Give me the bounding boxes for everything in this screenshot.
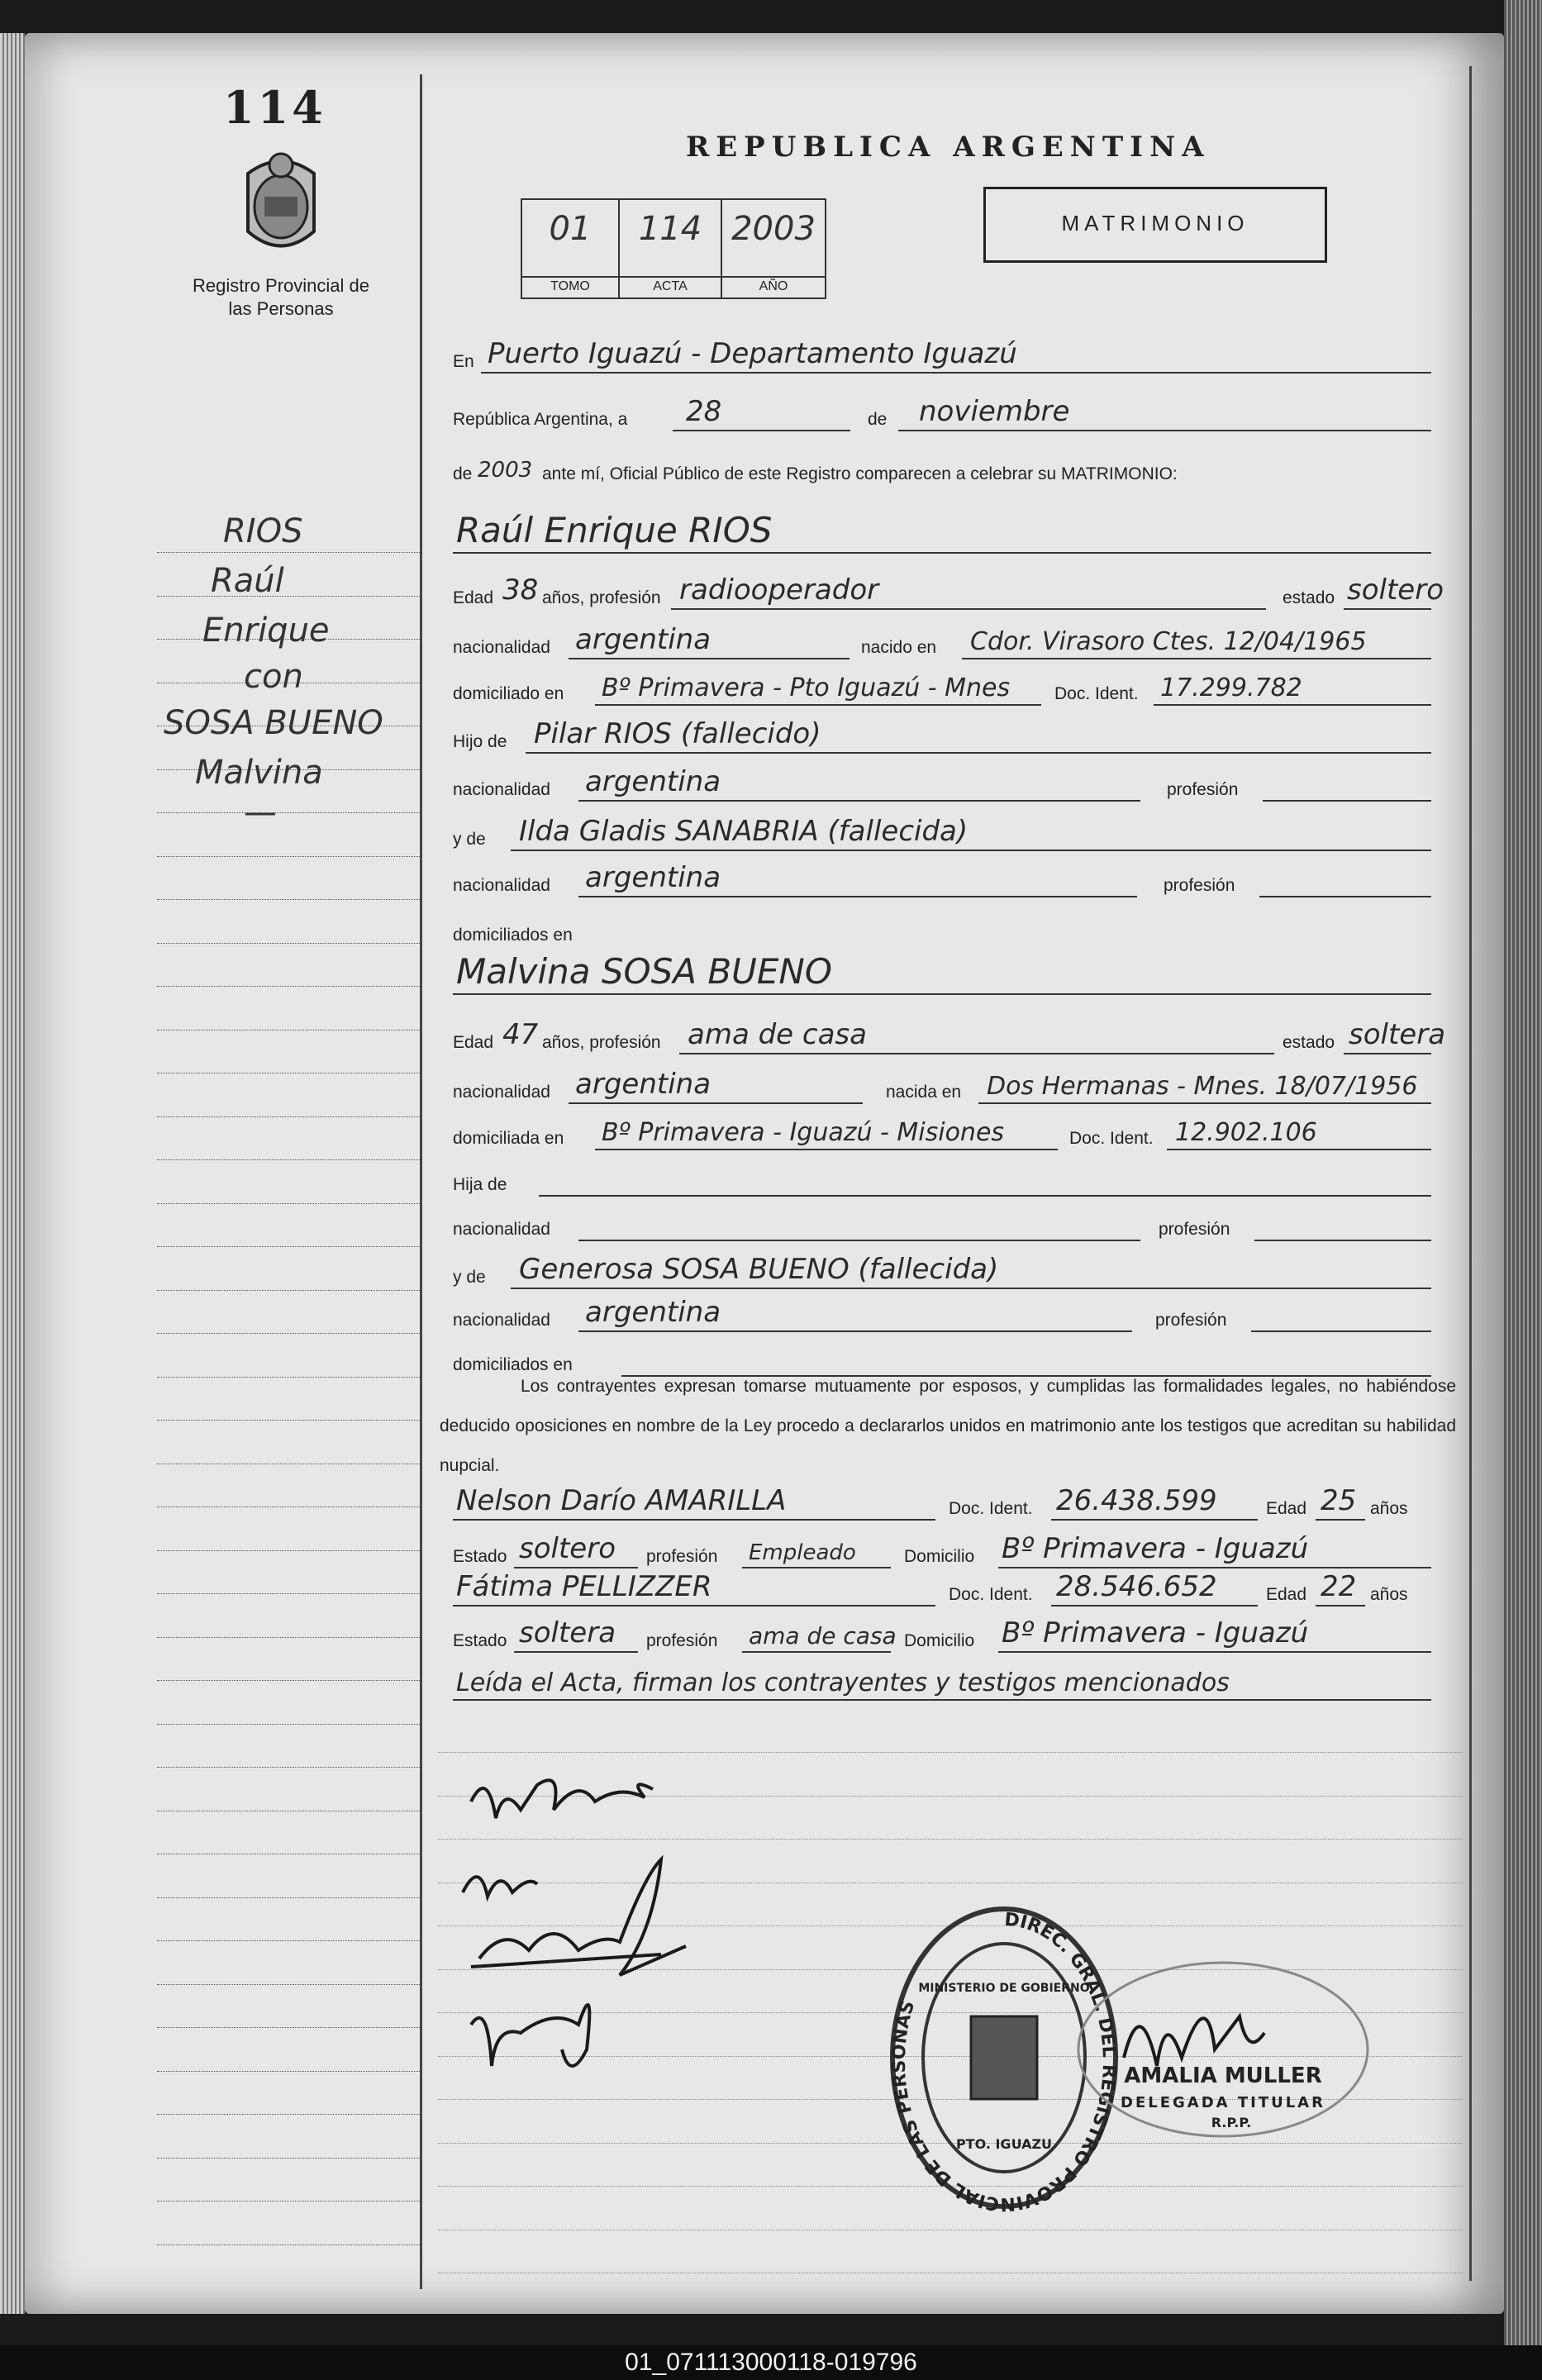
line xyxy=(453,1605,935,1606)
bride-nationality: argentina xyxy=(575,1068,712,1101)
margin-line xyxy=(157,1116,420,1117)
line xyxy=(679,1053,1274,1054)
line xyxy=(578,1330,1132,1332)
row-groom-nationality xyxy=(440,625,1456,661)
margin-dash: — xyxy=(244,793,277,831)
witness1-profession: Empleado xyxy=(749,1540,856,1565)
record-id-box xyxy=(521,198,826,299)
label-hija: Hija de xyxy=(453,1175,507,1194)
label-estado: Estado xyxy=(453,1547,507,1566)
label-republica: República Argentina, a xyxy=(453,410,628,429)
row-groom-father-nat xyxy=(440,767,1456,803)
ano-cell xyxy=(722,200,825,298)
label-y-de: y de xyxy=(453,1268,486,1287)
acta-value: 114 xyxy=(638,210,702,248)
line xyxy=(742,1651,891,1653)
bride-doc: 12.902.106 xyxy=(1175,1118,1317,1147)
line xyxy=(742,1567,891,1568)
tomo-label: TOMO xyxy=(522,276,618,294)
row-witness2 xyxy=(440,1572,1456,1608)
registry-label: Registro Provincial de las Personas xyxy=(193,275,369,319)
row-witness1-details xyxy=(440,1534,1456,1570)
official-abbr: R.P.P. xyxy=(1211,2115,1252,2130)
tomo-number: 114 xyxy=(223,81,326,134)
acta-cell xyxy=(620,200,722,298)
groom-father-nationality: argentina xyxy=(585,765,721,798)
groom-age: 38 xyxy=(502,574,539,607)
line xyxy=(1167,1149,1431,1150)
intro-statement: ante mí, Oficial Público de este Registro comparecen a celebrar su MATRIMONIO: xyxy=(542,464,1178,483)
tomo-value: 01 xyxy=(549,210,592,248)
line xyxy=(1254,1240,1431,1241)
margin-line xyxy=(157,552,420,553)
row-closing xyxy=(440,1666,1456,1702)
line xyxy=(998,1567,1431,1568)
margin-line xyxy=(157,986,420,987)
line xyxy=(1051,1519,1258,1521)
line xyxy=(1154,704,1431,706)
label-estado: estado xyxy=(1283,1033,1335,1052)
margin-line xyxy=(157,1159,420,1160)
line xyxy=(514,1567,638,1568)
official-title: DELEGADA TITULAR xyxy=(1121,2094,1325,2111)
groom-birthplace: Cdor. Virasoro Ctes. 12/04/1965 xyxy=(970,627,1367,656)
line xyxy=(453,1699,1431,1701)
line xyxy=(998,1651,1431,1653)
margin-line xyxy=(157,1767,420,1768)
page-stack-edge xyxy=(0,33,25,2314)
label-de: de xyxy=(868,410,888,429)
bride-mother-nationality: argentina xyxy=(585,1296,721,1329)
label-nacionalidad: nacionalidad xyxy=(453,876,550,895)
line xyxy=(578,896,1137,897)
line xyxy=(671,608,1266,610)
right-border xyxy=(1469,66,1472,2281)
groom-profession: radiooperador xyxy=(679,574,879,607)
bride-profession: ama de casa xyxy=(688,1018,867,1051)
groom-address: Bº Primavera - Pto Iguazú - Mnes xyxy=(602,674,1011,702)
groom-name: Raúl Enrique RIOS xyxy=(456,510,773,550)
witness1-doc: 26.438.599 xyxy=(1056,1484,1217,1517)
year-value: 2003 xyxy=(478,458,533,483)
margin-line xyxy=(157,1724,420,1725)
groom-doc: 17.299.782 xyxy=(1160,674,1302,702)
witness1-status: soltero xyxy=(519,1532,616,1565)
margin-line xyxy=(157,1246,420,1247)
line xyxy=(898,430,1431,431)
stamp-bottom-text: PTO. IGUAZU xyxy=(955,2136,1053,2152)
official-signature-stamp xyxy=(1074,1959,1372,2157)
label-profesion: profesión xyxy=(646,1631,718,1650)
margin-line xyxy=(157,1637,420,1638)
stamp-inner-text: MINISTERIO DE GOBIERNO xyxy=(918,1982,1090,1995)
line xyxy=(1263,800,1431,802)
margin-line xyxy=(157,1593,420,1594)
row-groom-mother-nat xyxy=(440,863,1456,899)
line xyxy=(578,1240,1140,1241)
line xyxy=(526,752,1431,754)
closing-text: Leída el Acta, firman los contrayentes y testigos mencionados xyxy=(456,1668,1230,1697)
line xyxy=(569,658,850,659)
ano-value: 2003 xyxy=(731,210,816,248)
label-domiciliada: domiciliada en xyxy=(453,1129,564,1148)
margin-line xyxy=(157,1984,420,1985)
row-place xyxy=(440,339,1456,375)
margin-con: con xyxy=(244,658,303,696)
bride-status: soltera xyxy=(1349,1018,1446,1051)
witness2-status: soltera xyxy=(519,1616,616,1649)
stamp-ring-text: DIREC. GRAL. DEL REGISTRO PROVINCIAL DE LAS PERSONAS xyxy=(888,1909,1120,2215)
line xyxy=(569,1102,863,1104)
month-value: noviembre xyxy=(919,395,1070,428)
margin-line xyxy=(157,1030,420,1031)
row-bride-father xyxy=(440,1162,1456,1198)
margin-firstname: Raúl xyxy=(211,562,284,600)
margin-line xyxy=(157,2071,420,2072)
coat-of-arms-icon xyxy=(231,140,331,264)
witness1-age: 25 xyxy=(1321,1484,1357,1517)
label-hijo: Hijo de xyxy=(453,732,507,751)
line xyxy=(578,800,1140,802)
line xyxy=(1251,1330,1431,1332)
line xyxy=(1051,1605,1258,1606)
bride-age: 47 xyxy=(502,1018,539,1051)
label-profesion: profesión xyxy=(1155,1311,1227,1330)
line xyxy=(978,1102,1431,1104)
margin-line xyxy=(157,1333,420,1334)
line xyxy=(453,1519,935,1521)
margin-line xyxy=(157,2158,420,2159)
label-doc: Doc. Ident. xyxy=(949,1499,1033,1518)
margin-bride-name: Malvina xyxy=(195,754,323,792)
margin-line xyxy=(157,2244,420,2245)
label-anios: años xyxy=(1370,1499,1408,1518)
groom-nationality: argentina xyxy=(575,623,712,656)
row-groom-parents-address xyxy=(440,912,1456,949)
bride-address: Bº Primavera - Iguazú - Misiones xyxy=(602,1118,1005,1147)
line xyxy=(514,1651,638,1653)
label-y-de: y de xyxy=(453,830,486,849)
witness2-doc: 28.546.652 xyxy=(1056,1570,1217,1603)
label-profesion: profesión xyxy=(1167,780,1239,799)
row-date xyxy=(440,397,1456,433)
row-bride-age xyxy=(440,1020,1456,1056)
line xyxy=(962,658,1431,659)
margin-surname: RIOS xyxy=(223,512,303,550)
label-en: En xyxy=(453,352,474,371)
label-nacionalidad: nacionalidad xyxy=(453,780,550,799)
line xyxy=(1344,608,1431,610)
margin-divider xyxy=(420,74,422,2289)
label-domicilio: Domicilio xyxy=(904,1631,975,1650)
margin-line xyxy=(157,2201,420,2202)
line xyxy=(1259,896,1431,897)
line xyxy=(539,1195,1431,1197)
row-witness1 xyxy=(440,1486,1456,1522)
label-doc: Doc. Ident. xyxy=(949,1585,1033,1604)
row-bride-father-nat xyxy=(440,1207,1456,1243)
witness1-name: Nelson Darío AMARILLA xyxy=(456,1484,787,1517)
declaration-text: Los contrayentes expresan tomarse mutuamente por esposos, y cumplidas las formalidades legales, no habiéndose deducido oposiciones en nombre de la Ley procedo a declararlos unidos en matrimonio ante los testigos que acreditan su habilidad nupcial. xyxy=(440,1377,1456,1475)
line xyxy=(673,430,850,431)
scan-id-footer: 01_071113000118-019796 xyxy=(0,2345,1542,2380)
label-anios-profesion: años, profesión xyxy=(542,1033,661,1052)
ano-label: AÑO xyxy=(722,276,825,294)
witness2-address: Bº Primavera - Iguazú xyxy=(1002,1616,1309,1649)
line xyxy=(1344,1053,1431,1054)
line xyxy=(453,993,1431,995)
row-groom-mother xyxy=(440,816,1456,853)
margin-line xyxy=(157,1290,420,1291)
witness2-age: 22 xyxy=(1321,1570,1357,1603)
label-edad: Edad xyxy=(1266,1585,1307,1604)
label-domiciliados: domiciliados en xyxy=(453,1355,573,1374)
row-bride-address xyxy=(440,1116,1456,1152)
label-profesion: profesión xyxy=(1164,876,1235,895)
row-bride-nationality xyxy=(440,1069,1456,1106)
margin-line xyxy=(157,1550,420,1551)
label-anios-profesion: años, profesión xyxy=(542,588,661,607)
witness1-address: Bº Primavera - Iguazú xyxy=(1002,1532,1309,1565)
margin-column xyxy=(25,33,421,2314)
label-doc: Doc. Ident. xyxy=(1054,684,1139,703)
line xyxy=(595,704,1041,706)
groom-mother: Ilda Gladis SANABRIA (fallecida) xyxy=(519,815,969,848)
book-right-edge xyxy=(1504,0,1542,2345)
day-value: 28 xyxy=(686,395,722,428)
tomo-cell xyxy=(522,200,620,298)
row-groom-name xyxy=(440,509,1456,555)
country-header: REPUBLICA ARGENTINA xyxy=(686,131,1211,164)
place-value: Puerto Iguazú - Departamento Iguazú xyxy=(488,337,1017,370)
row-groom-father xyxy=(440,719,1456,755)
margin-line xyxy=(157,1203,420,1204)
margin-line xyxy=(157,856,420,857)
margin-line xyxy=(157,1680,420,1681)
label-nacionalidad: nacionalidad xyxy=(453,1083,550,1102)
label-doc: Doc. Ident. xyxy=(1069,1129,1154,1148)
bride-name: Malvina SOSA BUENO xyxy=(456,951,832,992)
witness2-name: Fátima PELLIZZER xyxy=(456,1570,712,1603)
row-bride-name xyxy=(440,947,1456,997)
bride-mother: Generosa SOSA BUENO (fallecida) xyxy=(519,1253,999,1286)
margin-line xyxy=(157,943,420,944)
line xyxy=(511,850,1431,851)
label-nacida: nacida en xyxy=(886,1083,962,1102)
margin-middlename: Enrique xyxy=(202,612,330,650)
margin-line xyxy=(157,899,420,900)
groom-father: Pilar RIOS (fallecido) xyxy=(534,717,821,750)
label-domicilio: Domicilio xyxy=(904,1547,975,1566)
label-estado: Estado xyxy=(453,1631,507,1650)
label-anios: años xyxy=(1370,1585,1408,1604)
label-profesion: profesión xyxy=(1159,1220,1230,1239)
record-type-box xyxy=(983,187,1327,263)
label-edad: Edad xyxy=(453,1033,494,1052)
label-edad: Edad xyxy=(1266,1499,1307,1518)
register-page xyxy=(25,33,1504,2314)
label-de2: de xyxy=(453,464,473,483)
margin-line xyxy=(157,1897,420,1898)
bride-birthplace: Dos Hermanas - Mnes. 18/07/1956 xyxy=(987,1072,1418,1101)
row-witness2-details xyxy=(440,1618,1456,1654)
groom-status: soltero xyxy=(1347,574,1444,607)
margin-line xyxy=(157,1377,420,1378)
row-intro-statement xyxy=(440,451,1456,488)
label-nacionalidad: nacionalidad xyxy=(453,1311,550,1330)
signatures xyxy=(455,1752,868,2099)
groom-mother-nationality: argentina xyxy=(585,861,721,894)
row-bride-mother xyxy=(440,1254,1456,1291)
row-bride-mother-nat xyxy=(440,1297,1456,1334)
line xyxy=(1316,1605,1365,1606)
margin-line xyxy=(157,1420,420,1421)
line xyxy=(511,1288,1431,1289)
label-profesion: profesión xyxy=(646,1547,718,1566)
margin-line xyxy=(157,2114,420,2115)
margin-line xyxy=(157,812,420,813)
label-domiciliado: domiciliado en xyxy=(453,684,564,703)
label-nacionalidad: nacionalidad xyxy=(453,1220,550,1239)
margin-bride-surname: SOSA BUENO xyxy=(164,704,383,742)
row-groom-address xyxy=(440,671,1456,707)
official-name: AMALIA MULLER xyxy=(1124,2063,1322,2088)
label-nacionalidad: nacionalidad xyxy=(453,638,550,657)
margin-line xyxy=(157,1940,420,1941)
label-nacido: nacido en xyxy=(861,638,937,657)
line xyxy=(481,372,1431,374)
line xyxy=(595,1149,1058,1150)
label-domiciliados: domiciliados en xyxy=(453,926,573,945)
label-edad: Edad xyxy=(453,588,494,607)
label-estado: estado xyxy=(1283,588,1335,607)
margin-line xyxy=(157,2027,420,2028)
row-groom-age xyxy=(440,575,1456,612)
line xyxy=(1316,1519,1365,1521)
margin-line xyxy=(157,596,420,597)
witness2-profession: ama de casa xyxy=(749,1622,897,1649)
record-type: MATRIMONIO xyxy=(1061,211,1249,236)
acta-label: ACTA xyxy=(620,276,721,294)
line xyxy=(453,552,1431,554)
